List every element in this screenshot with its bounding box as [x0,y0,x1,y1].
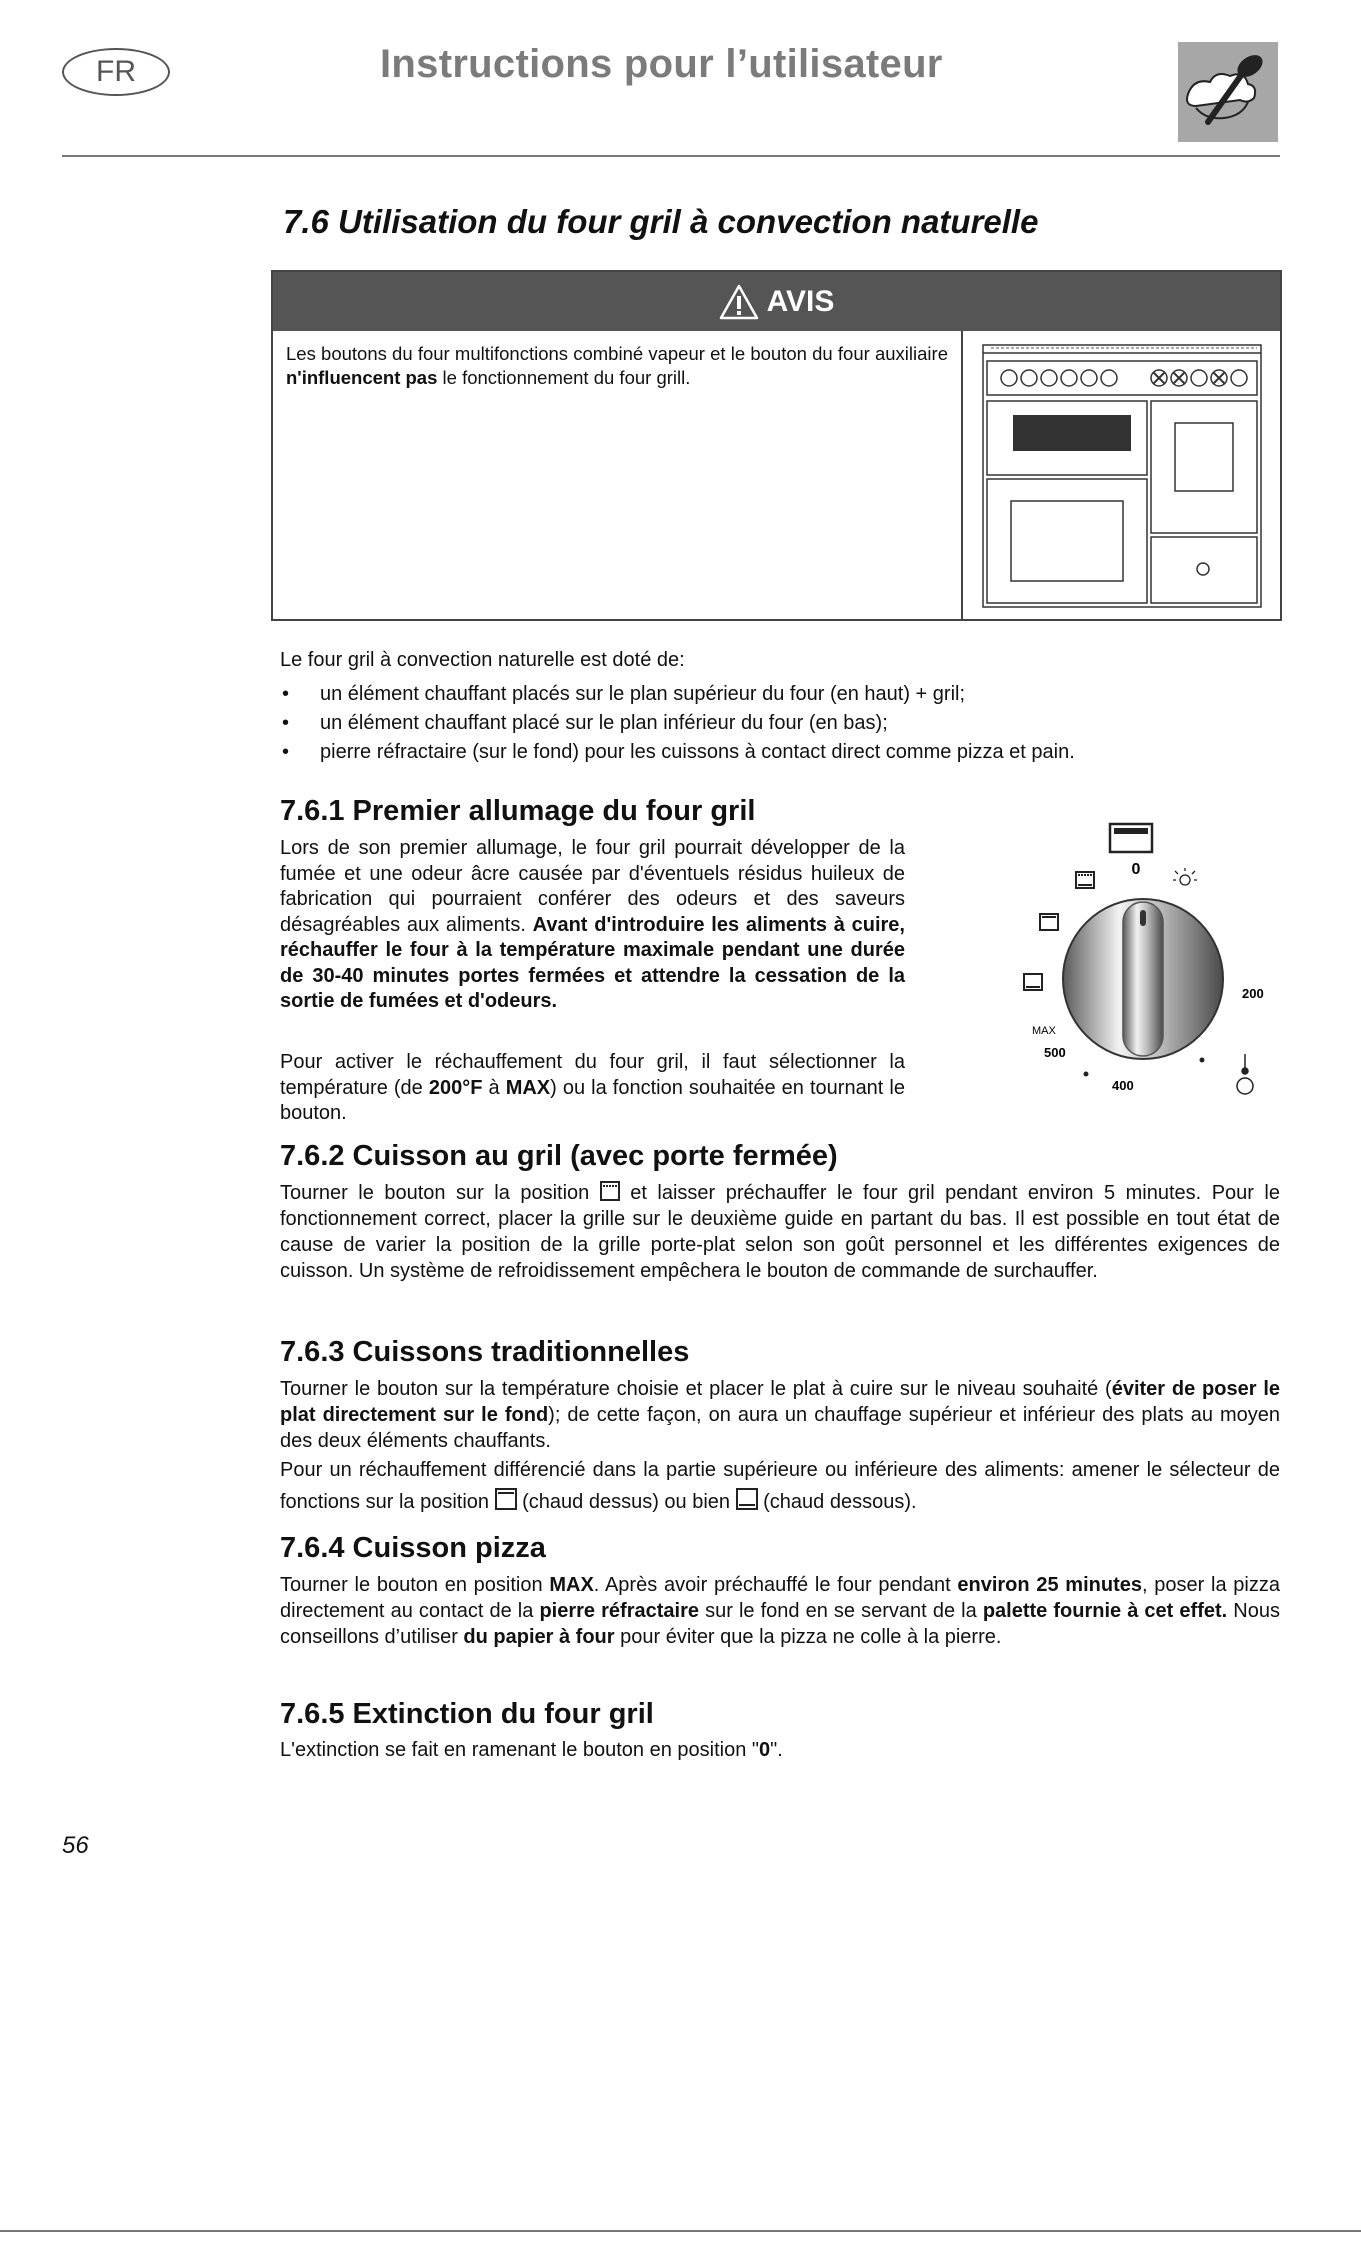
traditional-cooking-paragraph: Tourner le bouton sur la température choisie et placer le plat à cuire sur le niveau souhaité (éviter de poser le plat directement sur le fond); de cette façon, on aura un chauffage supérieur et inférieur des plats au moyen des deux éléments chauffants. [280,1378,1280,1452]
grill-symbol-icon [1110,824,1152,852]
section-title: 7.6 Utilisation du four gril à convection naturelle [283,203,1039,240]
notice-box [271,270,1282,621]
thermometer-icon [1237,1054,1253,1094]
top-bottom-heat-icon [1076,872,1094,888]
bottom-heat-icon [1024,974,1042,990]
light-bulb-icon [1173,868,1197,885]
activation-paragraph: Pour activer le réchauffement du four gril, il faut sélectionner la température (de 200°F à MAX) ou la fonction souhaitée en tournant le bouton. [280,1051,905,1124]
bottom-heat-icon [736,1488,758,1510]
subsection-title-765: 7.6.5 Extinction du four gril [280,1698,654,1730]
differential-heating-paragraph: Pour un réchauffement différencié dans la partie supérieure ou inférieure des aliments: amener le sélecteur de fonctions sur la position (chaud dessus) ou bien (chaud dessous). [280,1459,1280,1513]
notice-text: Les boutons du four multifonctions combiné vapeur et le bouton du four auxiliaire n'influencent pas le fonctionnement du four grill. [273,331,963,619]
document-title: Instructions pour l’utilisateur [380,42,943,86]
top-heat-icon [495,1488,517,1510]
language-label: FR [96,55,136,88]
list-item: • pierre réfractaire (sur le fond) pour les cuissons à contact direct comme pizza et pain. [280,738,1280,767]
language-badge [62,48,170,96]
subsection-title-762: 7.6.2 Cuisson au gril (avec porte fermée) [280,1140,838,1172]
knob-label-max: MAX [1032,1025,1056,1037]
first-use-paragraph: Lors de son premier allumage, le four gril pourrait développer de la fumée et une odeur âcre causée par d'éventuels résidus huileux de fabrication qui pourraient conférer des odeurs et des saveurs désagréables aux aliments. Avant d'introduire les aliments à cuire, réchauffer le four à la température maximale pendant une durée de 30-40 minutes portes fermées et attendre la cessation de la sortie de fumées et d'odeurs. [280,837,905,1012]
bottom-divider [0,2230,1361,2232]
feature-list [280,680,1280,767]
subsection-title-764: 7.6.4 Cuisson pizza [280,1532,546,1564]
list-item: • un élément chauffant placés sur le plan supérieur du four (en haut) + gril; [280,680,1280,709]
subsection-title-761: 7.6.1 Premier allumage du four gril [280,795,756,827]
knob-label-200: 200 [1242,986,1264,1001]
knob-label-500: 500 [1044,1045,1066,1060]
knob-label-zero: 0 [1131,861,1141,878]
knob-label-400: 400 [1112,1078,1134,1093]
grill-cooking-paragraph: Tourner le bouton sur la position et laisser préchauffer le four gril pendant environ 5 minutes. Pour le fonctionnement correct, placer la grille sur le deuxième guide en partant du bas. Il est possible en tout état de cause de varier la position de la grille porte-plat selon son goût personnel et les différentes exigences de cuisson. Un système de refroidissement empêchera le bouton de commande de surchauffer. [280,1182,1280,1282]
shutdown-paragraph: L'extinction se fait en ramenant le bouton en position "0". [280,1739,783,1761]
notice-label: AVIS [766,284,835,318]
warning-triangle-icon [719,284,759,320]
list-item: • un élément chauffant placé sur le plan inférieur du four (en bas); [280,709,1280,738]
pizza-cooking-paragraph: Tourner le bouton en position MAX. Après avoir préchauffé le four pendant environ 25 minutes, poser la pizza directement au contact de la pierre réfractaire sur le fond en se servant de la palette fournie à cet effet. Nous conseillons d’utiliser du papier à four pour éviter que la pizza ne colle à la pierre. [280,1574,1280,1648]
top-heat-icon [1040,914,1058,930]
intro-lead: Le four gril à convection naturelle est doté de: [280,649,685,671]
chef-hat-spoon-icon [1178,42,1278,142]
subsection-title-763: 7.6.3 Cuissons traditionnelles [280,1336,690,1368]
notice-header [273,272,1280,331]
oven-control-knob [1010,822,1290,1112]
range-cooker-illustration [963,331,1280,619]
page-number: 56 [62,1832,89,1859]
grill-symbol-icon [600,1181,620,1201]
header-divider [62,155,1280,157]
